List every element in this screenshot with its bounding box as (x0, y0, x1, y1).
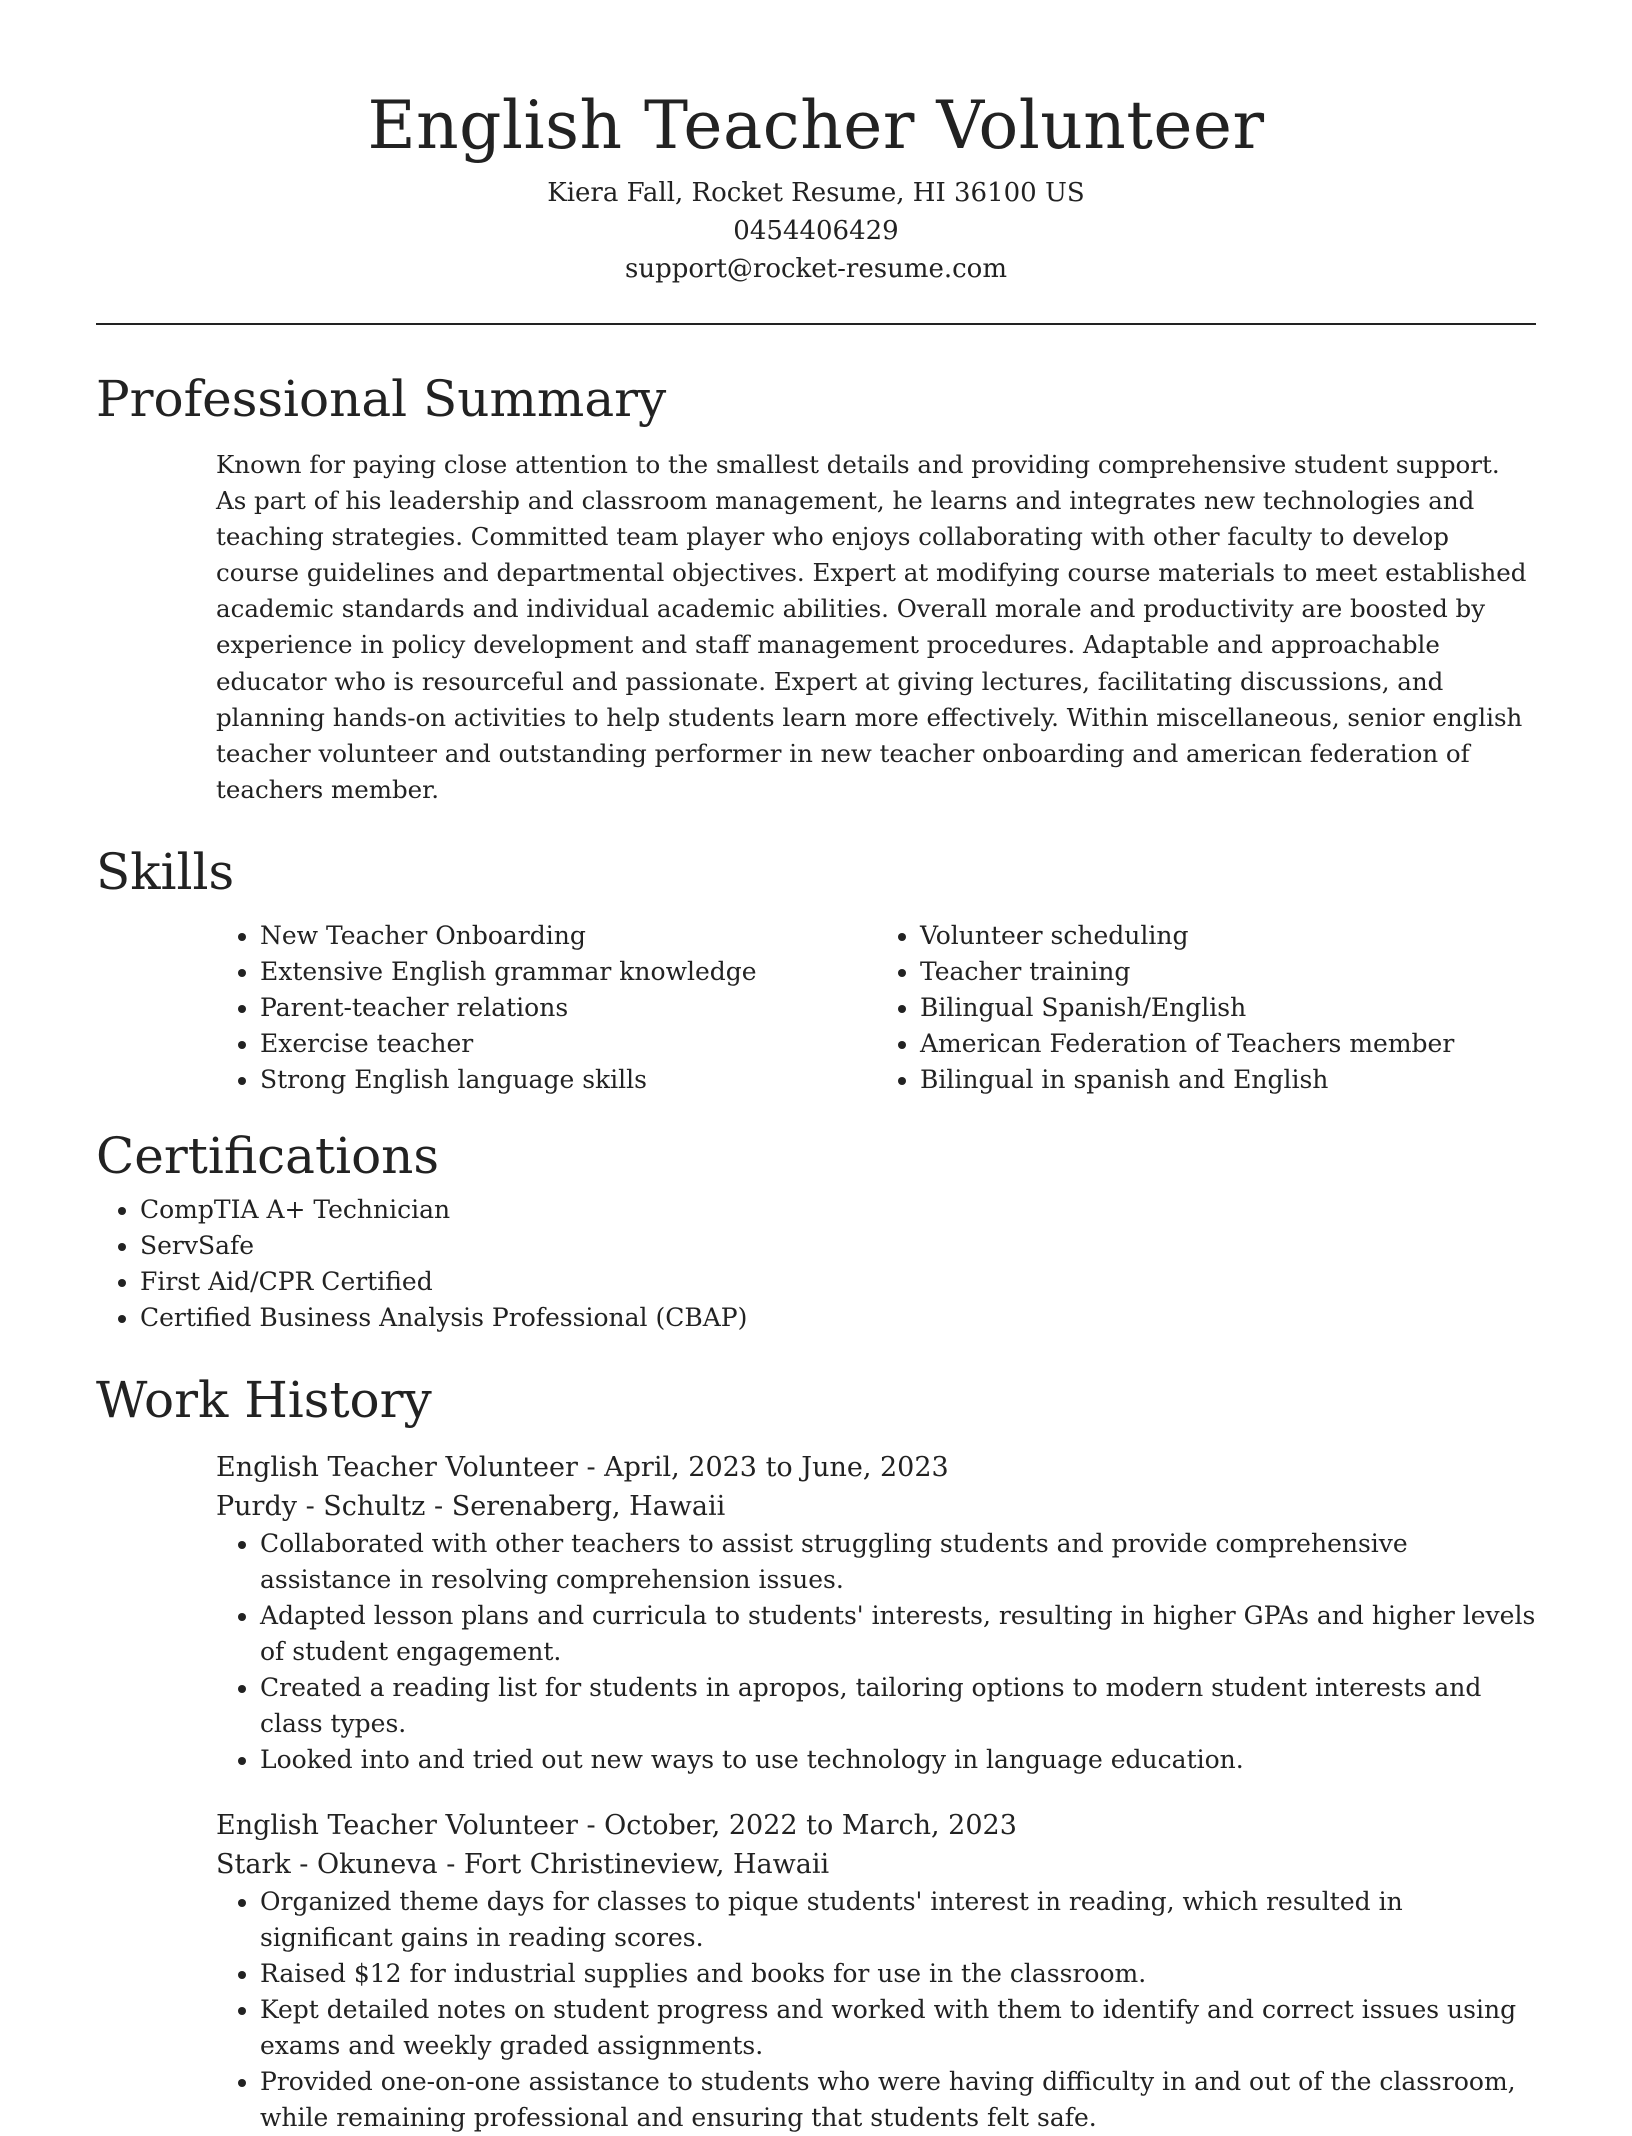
job-title-line (216, 1806, 1536, 1845)
job-location: - Serenaberg, Hawaii (425, 1490, 726, 1522)
job-dates: - October, 2022 to March, 2023 (577, 1809, 1017, 1841)
skills-column-left (216, 918, 876, 1098)
job-title: English Teacher Volunteer (216, 1809, 578, 1841)
job-employer-line (216, 1845, 1536, 1884)
job-bullet: • Provided one-on-one assistance to students who were having difficulty in and out of the classroom, while remaining professional and ensuring that students felt safe. (260, 2064, 1536, 2136)
resume-header (96, 0, 1536, 288)
summary-heading: Professional Summary (96, 370, 667, 428)
job-entry (216, 1448, 1536, 1778)
contact-email: support@rocket-resume.com (624, 254, 1007, 284)
skill-item: • American Federation of Teachers member (920, 1026, 1536, 1062)
skill-item: • Extensive English grammar knowledge (260, 954, 876, 990)
contact-address: Kiera Fall, Rocket Resume, HI 36100 US (547, 178, 1085, 208)
certification-item: • ServSafe (140, 1228, 1536, 1264)
page-title: English Teacher Volunteer (367, 87, 1265, 164)
job-location: - Fort Christineview, Hawaii (437, 1848, 830, 1880)
skill-item: • Strong English language skills (260, 1062, 876, 1098)
job-bullet: • Kept detailed notes on student progress and worked with them to identify and correct issues using exams and weekly graded assignments. (260, 1992, 1536, 2064)
skill-item: • Volunteer scheduling (920, 918, 1536, 954)
resume-page (96, 0, 1536, 2136)
job-employer: Stark - Okuneva (216, 1848, 438, 1880)
work-history-heading: Work History (96, 1370, 432, 1429)
job-bullet: • Created a reading list for students in apropos, tailoring options to modern student interests and class types. (260, 1670, 1536, 1742)
job-employer: Purdy - Schultz (216, 1490, 426, 1522)
skill-item: • Teacher training (920, 954, 1536, 990)
skills-list (216, 918, 1536, 1098)
job-bullet: • Adapted lesson plans and curricula to students' interests, resulting in higher GPAs and higher levels of student engagement. (260, 1598, 1536, 1670)
job-employer-line (216, 1487, 1536, 1526)
certification-item: • First Aid/CPR Certified (140, 1264, 1536, 1300)
certifications-list (96, 1192, 1536, 1336)
skill-item: • New Teacher Onboarding (260, 918, 876, 954)
job-bullets (216, 1526, 1536, 1778)
job-title: English Teacher Volunteer (216, 1451, 578, 1483)
header-divider (96, 323, 1536, 325)
job-bullet: • Raised $12 for industrial supplies and books for use in the classroom. (260, 1956, 1536, 1992)
certification-item: • CompTIA A+ Technician (140, 1192, 1536, 1228)
certification-item: • Certified Business Analysis Professional (CBAP) (140, 1300, 1536, 1336)
job-dates: - April, 2023 to June, 2023 (577, 1451, 949, 1483)
skill-item: • Bilingual in spanish and English (920, 1062, 1536, 1098)
job-bullet: • Organized theme days for classes to pique students' interest in reading, which resulted in significant gains in reading scores. (260, 1884, 1536, 1956)
job-bullet: • Looked into and tried out new ways to use technology in language education. (260, 1742, 1536, 1778)
contact-block (96, 174, 1536, 288)
skill-item: • Bilingual Spanish/English (920, 990, 1536, 1026)
skill-item: • Exercise teacher (260, 1026, 876, 1062)
summary-text: Known for paying close attention to the smallest details and providing comprehensive student support. As part of his leadership and classroom management, he learns and integrates new technologies and teaching strategies. Committed team player who enjoys collaborating with other faculty to develop course guidelines and departmental objectives. Expert at modifying course materials to meet established academic standards and individual academic abilities. Overall morale and productivity are boosted by experience in policy development and staff management procedures. Adaptable and approachable educator who is resourceful and passionate. Expert at giving lectures, facilitating discussions, and planning hands-on activities to help students learn more effectively. Within miscellaneous, senior english teacher volunteer and outstanding performer in new teacher onboarding and american federation of teachers member. (216, 450, 1527, 804)
job-bullet: • Collaborated with other teachers to assist struggling students and provide comprehensive assistance in resolving comprehension issues. (260, 1526, 1536, 1598)
contact-phone: 0454406429 (733, 216, 899, 246)
skills-heading: Skills (96, 842, 235, 901)
skills-column-right (876, 918, 1536, 1098)
job-entry (216, 1806, 1536, 2136)
certifications-heading: Certifications (96, 1126, 440, 1185)
job-title-line (216, 1448, 1536, 1487)
skill-item: • Parent-teacher relations (260, 990, 876, 1026)
job-bullets (216, 1884, 1536, 2136)
